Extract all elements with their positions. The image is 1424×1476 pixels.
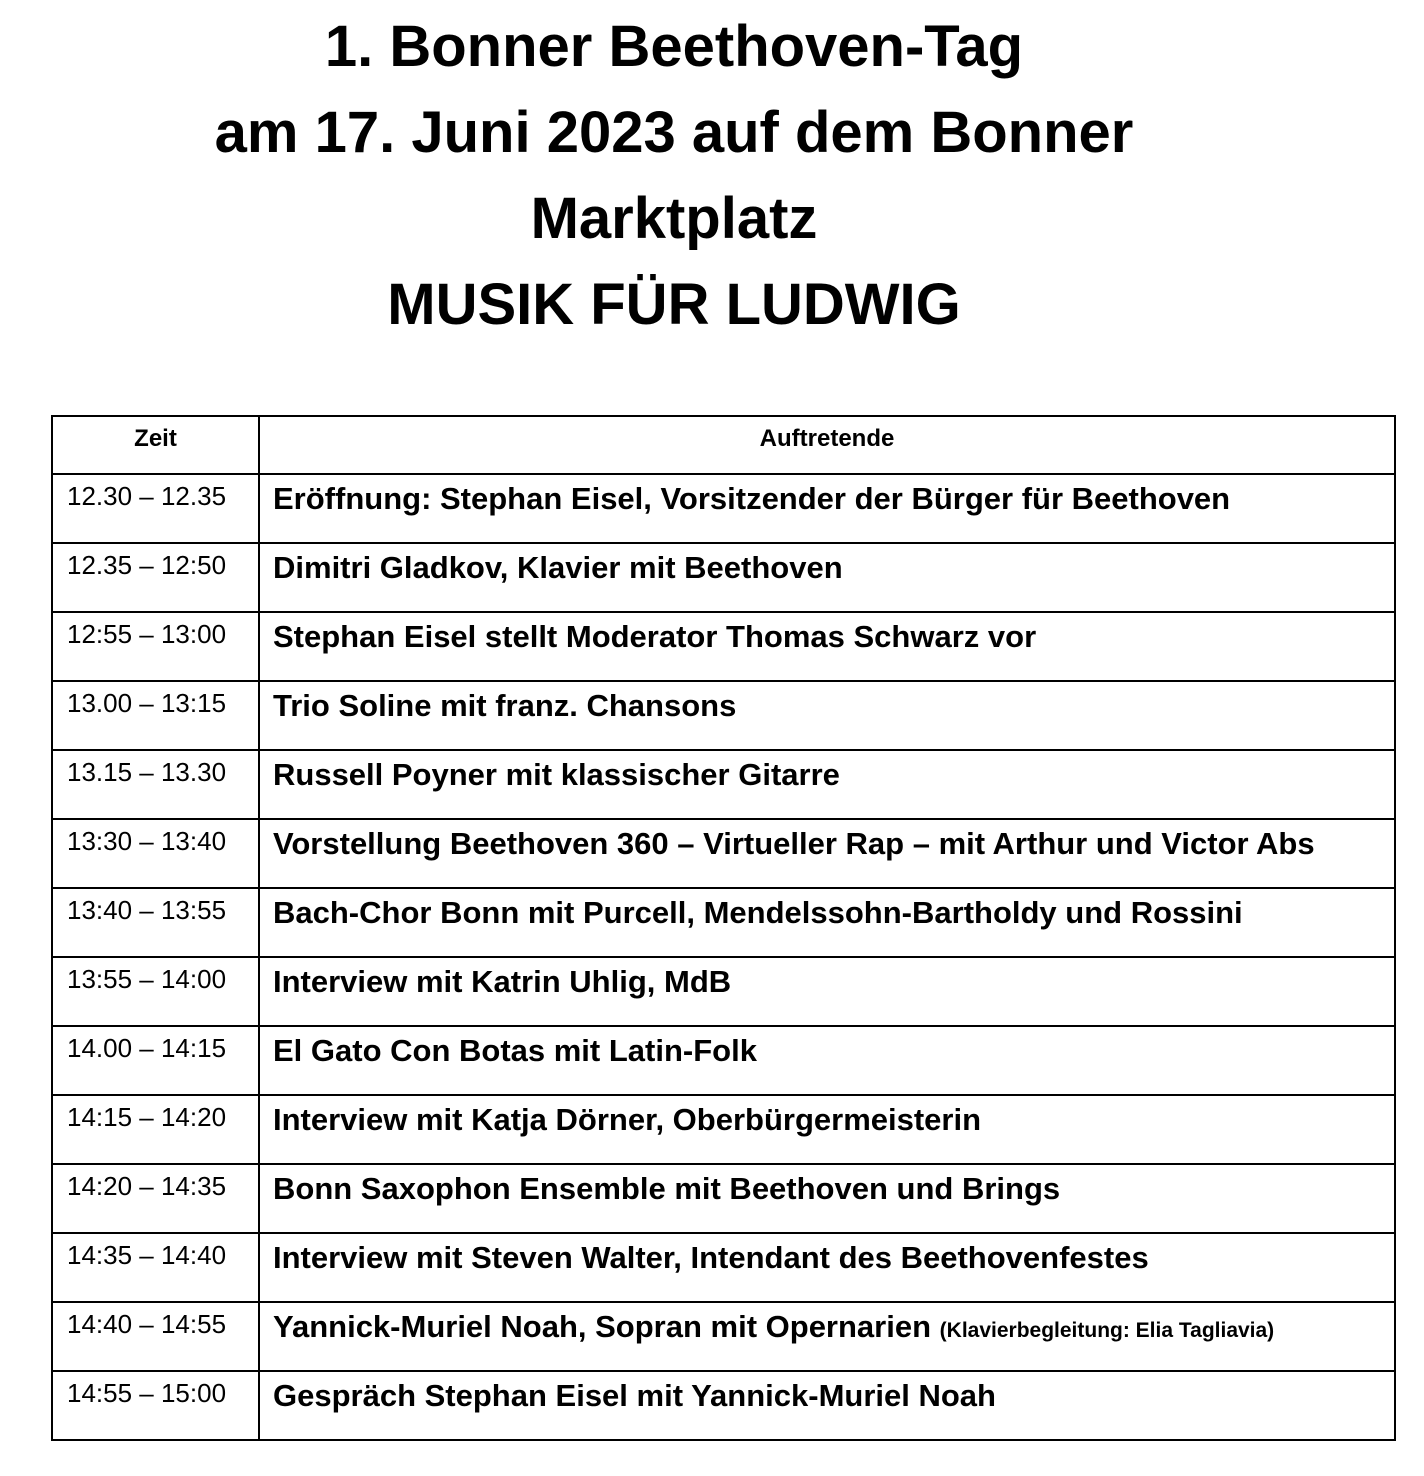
time-cell: 14:20 – 14:35 [52,1164,259,1233]
performer-cell: Trio Soline mit franz. Chansons [259,681,1395,750]
title-line-2: am 17. Juni 2023 auf dem Bonner [214,100,1134,165]
schedule-table [51,415,1396,1441]
performer-cell: Stephan Eisel stellt Moderator Thomas Schwarz vor [259,612,1395,681]
table-row [52,819,1395,888]
performer-cell: Interview mit Katja Dörner, Oberbürgermeisterin [259,1095,1395,1164]
column-header-performers: Auftretende [259,416,1395,474]
time-cell: 12.30 – 12.35 [52,474,259,543]
performer-cell: Gespräch Stephan Eisel mit Yannick-Muriel Noah [259,1371,1395,1440]
time-cell: 14:35 – 14:40 [52,1233,259,1302]
page-title [0,4,1348,348]
performer-cell: Vorstellung Beethoven 360 – Virtueller Rap – mit Arthur und Victor Abs [259,819,1395,888]
table-row [52,1371,1395,1440]
table-row [52,681,1395,750]
table-row [52,1164,1395,1233]
title-line-1: 1. Bonner Beethoven-Tag [324,14,1024,79]
title-line-4: MUSIK FÜR LUDWIG [387,272,961,337]
table-row [52,1095,1395,1164]
time-cell: 14:15 – 14:20 [52,1095,259,1164]
table-row [52,750,1395,819]
time-cell: 14.00 – 14:15 [52,1026,259,1095]
performer-cell: Interview mit Katrin Uhlig, MdB [259,957,1395,1026]
table-row [52,612,1395,681]
performer-cell: Bach-Chor Bonn mit Purcell, Mendelssohn-Bartholdy und Rossini [259,888,1395,957]
table-header-row [52,416,1395,474]
performer-cell [259,1302,1395,1371]
performer-cell: Dimitri Gladkov, Klavier mit Beethoven [259,543,1395,612]
time-cell: 13.00 – 13:15 [52,681,259,750]
table-row [52,543,1395,612]
time-cell: 13.15 – 13.30 [52,750,259,819]
time-cell: 13:30 – 13:40 [52,819,259,888]
performer-cell: Interview mit Steven Walter, Intendant des Beethovenfestes [259,1233,1395,1302]
time-cell: 13:55 – 14:00 [52,957,259,1026]
accompaniment-note: (Klavierbegleitung: Elia Tagliavia) [939,1319,1275,1342]
table-row [52,957,1395,1026]
table-row [52,474,1395,543]
table-row [52,888,1395,957]
time-cell: 14:55 – 15:00 [52,1371,259,1440]
table-row [52,1026,1395,1095]
column-header-time: Zeit [52,416,259,474]
time-cell: 12.35 – 12:50 [52,543,259,612]
performer-name: Yannick-Muriel Noah, Sopran mit Opernarien [273,1309,932,1344]
performer-cell: El Gato Con Botas mit Latin-Folk [259,1026,1395,1095]
time-cell: 13:40 – 13:55 [52,888,259,957]
performer-cell: Russell Poyner mit klassischer Gitarre [259,750,1395,819]
performer-cell: Eröffnung: Stephan Eisel, Vorsitzender der Bürger für Beethoven [259,474,1395,543]
performer-cell: Bonn Saxophon Ensemble mit Beethoven und Brings [259,1164,1395,1233]
table-row [52,1233,1395,1302]
time-cell: 14:40 – 14:55 [52,1302,259,1371]
table-row [52,1302,1395,1371]
title-line-3: Marktplatz [530,186,818,251]
time-cell: 12:55 – 13:00 [52,612,259,681]
